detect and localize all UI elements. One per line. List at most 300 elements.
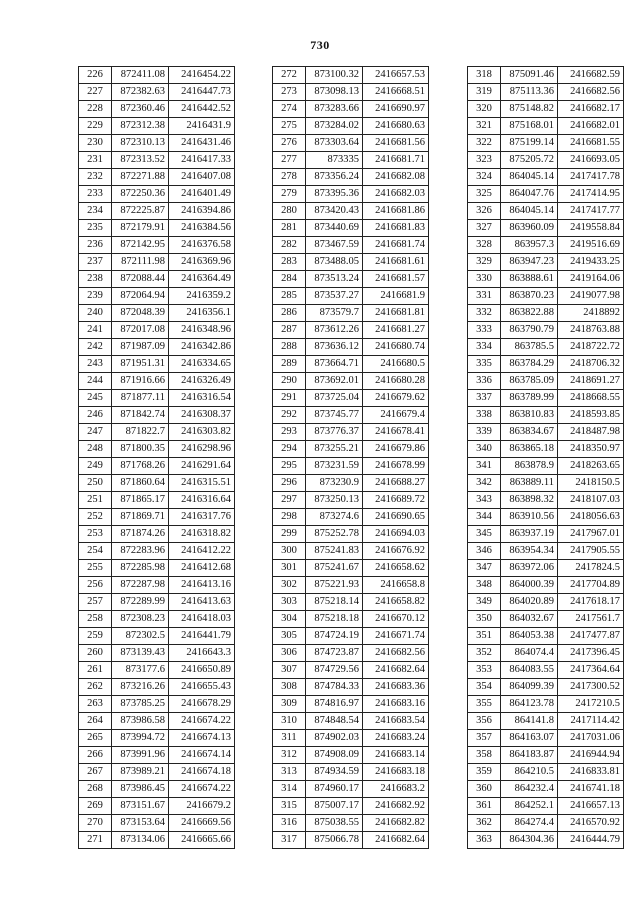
point-number-cell: 354 <box>468 679 501 696</box>
point-number-cell: 330 <box>468 271 501 288</box>
point-number-cell: 231 <box>79 152 112 169</box>
x-coordinate-cell: 863960.09 <box>501 220 558 237</box>
y-coordinate-cell: 2416658.62 <box>363 560 429 577</box>
table-row <box>79 169 235 186</box>
coordinate-table-3 <box>467 66 624 849</box>
x-coordinate-cell: 872283.96 <box>112 543 169 560</box>
y-coordinate-cell: 2416318.82 <box>169 526 235 543</box>
table-row <box>468 815 624 832</box>
x-coordinate-cell: 871877.11 <box>112 390 169 407</box>
x-coordinate-cell: 873151.67 <box>112 798 169 815</box>
y-coordinate-cell: 2418892 <box>558 305 624 322</box>
point-number-cell: 342 <box>468 475 501 492</box>
point-number-cell: 281 <box>273 220 306 237</box>
y-coordinate-cell: 2416680.74 <box>363 339 429 356</box>
table-row <box>79 203 235 220</box>
table-row <box>273 424 429 441</box>
y-coordinate-cell: 2416442.52 <box>169 101 235 118</box>
x-coordinate-cell: 875241.67 <box>306 560 363 577</box>
point-number-cell: 284 <box>273 271 306 288</box>
point-number-cell: 277 <box>273 152 306 169</box>
point-number-cell: 338 <box>468 407 501 424</box>
point-number-cell: 226 <box>79 67 112 84</box>
x-coordinate-cell: 864232.4 <box>501 781 558 798</box>
point-number-cell: 361 <box>468 798 501 815</box>
table-row <box>79 271 235 288</box>
y-coordinate-cell: 2416681.27 <box>363 322 429 339</box>
point-number-cell: 356 <box>468 713 501 730</box>
table-row <box>468 747 624 764</box>
table-row <box>273 747 429 764</box>
x-coordinate-cell: 875199.14 <box>501 135 558 152</box>
y-coordinate-cell: 2416342.86 <box>169 339 235 356</box>
table-row <box>273 118 429 135</box>
y-coordinate-cell: 2416369.96 <box>169 254 235 271</box>
y-coordinate-cell: 2416681.83 <box>363 220 429 237</box>
x-coordinate-cell: 874729.56 <box>306 662 363 679</box>
point-number-cell: 253 <box>79 526 112 543</box>
table-row <box>79 696 235 713</box>
table-row <box>273 832 429 849</box>
y-coordinate-cell: 2416384.56 <box>169 220 235 237</box>
y-coordinate-cell: 2416674.22 <box>169 713 235 730</box>
table-row <box>468 526 624 543</box>
table-row <box>273 101 429 118</box>
table-row <box>273 577 429 594</box>
table-row <box>79 747 235 764</box>
y-coordinate-cell: 2416412.22 <box>169 543 235 560</box>
x-coordinate-cell: 863910.56 <box>501 509 558 526</box>
x-coordinate-cell: 873395.36 <box>306 186 363 203</box>
point-number-cell: 259 <box>79 628 112 645</box>
x-coordinate-cell: 874723.87 <box>306 645 363 662</box>
table-row <box>468 101 624 118</box>
table-row <box>79 237 235 254</box>
x-coordinate-cell: 873612.26 <box>306 322 363 339</box>
point-number-cell: 269 <box>79 798 112 815</box>
table-row <box>468 407 624 424</box>
point-number-cell: 228 <box>79 101 112 118</box>
x-coordinate-cell: 872411.08 <box>112 67 169 84</box>
point-number-cell: 288 <box>273 339 306 356</box>
point-number-cell: 351 <box>468 628 501 645</box>
x-coordinate-cell: 875205.72 <box>501 152 558 169</box>
table-row <box>273 288 429 305</box>
table-row <box>273 254 429 271</box>
point-number-cell: 331 <box>468 288 501 305</box>
y-coordinate-cell: 2417114.42 <box>558 713 624 730</box>
point-number-cell: 329 <box>468 254 501 271</box>
table-row <box>79 475 235 492</box>
y-coordinate-cell: 2416681.81 <box>363 305 429 322</box>
y-coordinate-cell: 2416643.3 <box>169 645 235 662</box>
y-coordinate-cell: 2416678.29 <box>169 696 235 713</box>
x-coordinate-cell: 873283.66 <box>306 101 363 118</box>
table-row <box>273 373 429 390</box>
point-number-cell: 291 <box>273 390 306 407</box>
point-number-cell: 319 <box>468 84 501 101</box>
x-coordinate-cell: 871869.71 <box>112 509 169 526</box>
table-row <box>273 220 429 237</box>
point-number-cell: 363 <box>468 832 501 849</box>
table-row <box>273 781 429 798</box>
table-row <box>79 322 235 339</box>
y-coordinate-cell: 2416681.57 <box>363 271 429 288</box>
y-coordinate-cell: 2416447.73 <box>169 84 235 101</box>
x-coordinate-cell: 873513.24 <box>306 271 363 288</box>
point-number-cell: 352 <box>468 645 501 662</box>
point-number-cell: 287 <box>273 322 306 339</box>
table-row <box>468 611 624 628</box>
y-coordinate-cell: 2416681.86 <box>363 203 429 220</box>
x-coordinate-cell: 871951.31 <box>112 356 169 373</box>
table-row <box>468 424 624 441</box>
table-row <box>468 271 624 288</box>
point-number-cell: 320 <box>468 101 501 118</box>
y-coordinate-cell: 2416674.13 <box>169 730 235 747</box>
y-coordinate-cell: 2416356.1 <box>169 305 235 322</box>
y-coordinate-cell: 2416669.56 <box>169 815 235 832</box>
point-number-cell: 336 <box>468 373 501 390</box>
x-coordinate-cell: 872382.63 <box>112 84 169 101</box>
x-coordinate-cell: 873216.26 <box>112 679 169 696</box>
point-number-cell: 260 <box>79 645 112 662</box>
x-coordinate-cell: 874816.97 <box>306 696 363 713</box>
point-number-cell: 242 <box>79 339 112 356</box>
x-coordinate-cell: 871860.64 <box>112 475 169 492</box>
y-coordinate-cell: 2416681.74 <box>363 237 429 254</box>
x-coordinate-cell: 864020.89 <box>501 594 558 611</box>
x-coordinate-cell: 863889.11 <box>501 475 558 492</box>
point-number-cell: 362 <box>468 815 501 832</box>
table-row <box>468 288 624 305</box>
x-coordinate-cell: 863789.99 <box>501 390 558 407</box>
x-coordinate-cell: 863898.32 <box>501 492 558 509</box>
point-number-cell: 244 <box>79 373 112 390</box>
y-coordinate-cell: 2418263.65 <box>558 458 624 475</box>
table-row <box>273 543 429 560</box>
table-row <box>468 118 624 135</box>
x-coordinate-cell: 872312.38 <box>112 118 169 135</box>
table-row <box>468 696 624 713</box>
y-coordinate-cell: 2417414.95 <box>558 186 624 203</box>
y-coordinate-cell: 2418706.32 <box>558 356 624 373</box>
x-coordinate-cell: 875252.78 <box>306 526 363 543</box>
y-coordinate-cell: 2418150.5 <box>558 475 624 492</box>
x-coordinate-cell: 863937.19 <box>501 526 558 543</box>
y-coordinate-cell: 2417417.77 <box>558 203 624 220</box>
x-coordinate-cell: 863790.79 <box>501 322 558 339</box>
table-row <box>79 543 235 560</box>
y-coordinate-cell: 2416665.66 <box>169 832 235 849</box>
table-row <box>79 84 235 101</box>
point-number-cell: 328 <box>468 237 501 254</box>
table-row <box>273 441 429 458</box>
x-coordinate-cell: 875148.82 <box>501 101 558 118</box>
y-coordinate-cell: 2417417.78 <box>558 169 624 186</box>
y-coordinate-cell: 2417618.17 <box>558 594 624 611</box>
table-row <box>468 645 624 662</box>
y-coordinate-cell: 2416444.79 <box>558 832 624 849</box>
x-coordinate-cell: 864252.1 <box>501 798 558 815</box>
x-coordinate-cell: 873488.05 <box>306 254 363 271</box>
table-row <box>273 186 429 203</box>
y-coordinate-cell: 2416680.63 <box>363 118 429 135</box>
y-coordinate-cell: 2416674.18 <box>169 764 235 781</box>
table-row <box>273 458 429 475</box>
point-number-cell: 264 <box>79 713 112 730</box>
table-row <box>79 441 235 458</box>
table-row <box>79 560 235 577</box>
table-row <box>79 220 235 237</box>
table-row <box>79 288 235 305</box>
table-row <box>468 458 624 475</box>
table-row <box>273 390 429 407</box>
y-coordinate-cell: 2416681.61 <box>363 254 429 271</box>
point-number-cell: 239 <box>79 288 112 305</box>
x-coordinate-cell: 864047.76 <box>501 186 558 203</box>
table-row <box>79 135 235 152</box>
x-coordinate-cell: 871768.26 <box>112 458 169 475</box>
y-coordinate-cell: 2417396.45 <box>558 645 624 662</box>
point-number-cell: 353 <box>468 662 501 679</box>
point-number-cell: 275 <box>273 118 306 135</box>
table-row <box>468 560 624 577</box>
table-row <box>468 441 624 458</box>
table-row <box>79 781 235 798</box>
x-coordinate-cell: 872088.44 <box>112 271 169 288</box>
y-coordinate-cell: 2416401.49 <box>169 186 235 203</box>
table-row <box>79 798 235 815</box>
point-number-cell: 261 <box>79 662 112 679</box>
point-number-cell: 237 <box>79 254 112 271</box>
y-coordinate-cell: 2416674.22 <box>169 781 235 798</box>
point-number-cell: 318 <box>468 67 501 84</box>
x-coordinate-cell: 872289.99 <box>112 594 169 611</box>
table-row <box>79 101 235 118</box>
y-coordinate-cell: 2416683.16 <box>363 696 429 713</box>
x-coordinate-cell: 873467.59 <box>306 237 363 254</box>
x-coordinate-cell: 871822.7 <box>112 424 169 441</box>
point-number-cell: 321 <box>468 118 501 135</box>
x-coordinate-cell: 863784.29 <box>501 356 558 373</box>
x-coordinate-cell: 873100.32 <box>306 67 363 84</box>
point-number-cell: 311 <box>273 730 306 747</box>
y-coordinate-cell: 2416417.33 <box>169 152 235 169</box>
point-number-cell: 309 <box>273 696 306 713</box>
y-coordinate-cell: 2418350.97 <box>558 441 624 458</box>
table-row <box>79 611 235 628</box>
y-coordinate-cell: 2416658.8 <box>363 577 429 594</box>
point-number-cell: 282 <box>273 237 306 254</box>
y-coordinate-cell: 2416690.97 <box>363 101 429 118</box>
y-coordinate-cell: 2416674.14 <box>169 747 235 764</box>
x-coordinate-cell: 871865.17 <box>112 492 169 509</box>
x-coordinate-cell: 872285.98 <box>112 560 169 577</box>
y-coordinate-cell: 2416688.27 <box>363 475 429 492</box>
x-coordinate-cell: 872310.13 <box>112 135 169 152</box>
table-row <box>468 832 624 849</box>
x-coordinate-cell: 873991.96 <box>112 747 169 764</box>
x-coordinate-cell: 873153.64 <box>112 815 169 832</box>
table-row <box>273 237 429 254</box>
table-row <box>468 186 624 203</box>
point-number-cell: 227 <box>79 84 112 101</box>
point-number-cell: 233 <box>79 186 112 203</box>
x-coordinate-cell: 874960.17 <box>306 781 363 798</box>
x-coordinate-cell: 873177.6 <box>112 662 169 679</box>
x-coordinate-cell: 864099.39 <box>501 679 558 696</box>
point-number-cell: 346 <box>468 543 501 560</box>
table-row <box>468 220 624 237</box>
table-row <box>79 679 235 696</box>
x-coordinate-cell: 863888.61 <box>501 271 558 288</box>
point-number-cell: 236 <box>79 237 112 254</box>
x-coordinate-cell: 863947.23 <box>501 254 558 271</box>
y-coordinate-cell: 2416683.18 <box>363 764 429 781</box>
point-number-cell: 292 <box>273 407 306 424</box>
table-row <box>79 577 235 594</box>
table-row <box>273 475 429 492</box>
x-coordinate-cell: 863834.67 <box>501 424 558 441</box>
point-number-cell: 316 <box>273 815 306 832</box>
point-number-cell: 308 <box>273 679 306 696</box>
point-number-cell: 307 <box>273 662 306 679</box>
y-coordinate-cell: 2416682.82 <box>363 815 429 832</box>
x-coordinate-cell: 873994.72 <box>112 730 169 747</box>
y-coordinate-cell: 2416682.64 <box>363 662 429 679</box>
table-row <box>273 798 429 815</box>
point-number-cell: 256 <box>79 577 112 594</box>
table-row <box>79 373 235 390</box>
y-coordinate-cell: 2416431.46 <box>169 135 235 152</box>
table-row <box>79 815 235 832</box>
y-coordinate-cell: 2416680.5 <box>363 356 429 373</box>
table-row <box>468 543 624 560</box>
table-row <box>273 203 429 220</box>
point-number-cell: 340 <box>468 441 501 458</box>
y-coordinate-cell: 2416359.2 <box>169 288 235 305</box>
y-coordinate-cell: 2416676.92 <box>363 543 429 560</box>
y-coordinate-cell: 2416670.12 <box>363 611 429 628</box>
y-coordinate-cell: 2416376.58 <box>169 237 235 254</box>
point-number-cell: 251 <box>79 492 112 509</box>
point-number-cell: 262 <box>79 679 112 696</box>
point-number-cell: 229 <box>79 118 112 135</box>
table-row <box>468 254 624 271</box>
table-row <box>468 764 624 781</box>
y-coordinate-cell: 2416682.01 <box>558 118 624 135</box>
table-row <box>273 339 429 356</box>
x-coordinate-cell: 873139.43 <box>112 645 169 662</box>
x-coordinate-cell: 873274.6 <box>306 509 363 526</box>
x-coordinate-cell: 871916.66 <box>112 373 169 390</box>
x-coordinate-cell: 863954.34 <box>501 543 558 560</box>
y-coordinate-cell: 2416681.71 <box>363 152 429 169</box>
x-coordinate-cell: 873231.59 <box>306 458 363 475</box>
y-coordinate-cell: 2418107.03 <box>558 492 624 509</box>
x-coordinate-cell: 873134.06 <box>112 832 169 849</box>
x-coordinate-cell: 873537.27 <box>306 288 363 305</box>
table-row <box>468 390 624 407</box>
x-coordinate-cell: 863972.06 <box>501 560 558 577</box>
point-number-cell: 294 <box>273 441 306 458</box>
point-number-cell: 240 <box>79 305 112 322</box>
table-row <box>468 237 624 254</box>
y-coordinate-cell: 2417031.06 <box>558 730 624 747</box>
point-number-cell: 285 <box>273 288 306 305</box>
point-number-cell: 317 <box>273 832 306 849</box>
x-coordinate-cell: 875007.17 <box>306 798 363 815</box>
point-number-cell: 360 <box>468 781 501 798</box>
y-coordinate-cell: 2416671.74 <box>363 628 429 645</box>
table-row <box>468 577 624 594</box>
x-coordinate-cell: 873745.77 <box>306 407 363 424</box>
y-coordinate-cell: 2419558.84 <box>558 220 624 237</box>
y-coordinate-cell: 2418487.98 <box>558 424 624 441</box>
x-coordinate-cell: 872250.36 <box>112 186 169 203</box>
x-coordinate-cell: 872302.5 <box>112 628 169 645</box>
table-row <box>273 628 429 645</box>
x-coordinate-cell: 873986.45 <box>112 781 169 798</box>
x-coordinate-cell: 872287.98 <box>112 577 169 594</box>
x-coordinate-cell: 873785.25 <box>112 696 169 713</box>
table-row <box>79 458 235 475</box>
y-coordinate-cell: 2416348.96 <box>169 322 235 339</box>
x-coordinate-cell: 864163.07 <box>501 730 558 747</box>
table-row <box>79 509 235 526</box>
x-coordinate-cell: 875066.78 <box>306 832 363 849</box>
y-coordinate-cell: 2416298.96 <box>169 441 235 458</box>
y-coordinate-cell: 2416678.99 <box>363 458 429 475</box>
x-coordinate-cell: 872064.94 <box>112 288 169 305</box>
table-row <box>468 798 624 815</box>
point-number-cell: 299 <box>273 526 306 543</box>
point-number-cell: 235 <box>79 220 112 237</box>
table-row <box>273 815 429 832</box>
table-row <box>79 526 235 543</box>
x-coordinate-cell: 863870.23 <box>501 288 558 305</box>
y-coordinate-cell: 2418593.85 <box>558 407 624 424</box>
x-coordinate-cell: 875218.14 <box>306 594 363 611</box>
x-coordinate-cell: 864045.14 <box>501 203 558 220</box>
x-coordinate-cell: 863785.5 <box>501 339 558 356</box>
y-coordinate-cell: 2416570.92 <box>558 815 624 832</box>
table-row <box>273 611 429 628</box>
y-coordinate-cell: 2416679.2 <box>169 798 235 815</box>
table-row <box>468 509 624 526</box>
point-number-cell: 248 <box>79 441 112 458</box>
point-number-cell: 297 <box>273 492 306 509</box>
x-coordinate-cell: 875221.93 <box>306 577 363 594</box>
y-coordinate-cell: 2416413.63 <box>169 594 235 611</box>
y-coordinate-cell: 2417824.5 <box>558 560 624 577</box>
point-number-cell: 289 <box>273 356 306 373</box>
table-row <box>273 594 429 611</box>
table-row <box>79 832 235 849</box>
point-number-cell: 313 <box>273 764 306 781</box>
x-coordinate-cell: 873255.21 <box>306 441 363 458</box>
table-row <box>79 254 235 271</box>
y-coordinate-cell: 2416682.03 <box>363 186 429 203</box>
point-number-cell: 266 <box>79 747 112 764</box>
table-row <box>468 67 624 84</box>
y-coordinate-cell: 2416694.03 <box>363 526 429 543</box>
x-coordinate-cell: 864183.87 <box>501 747 558 764</box>
y-coordinate-cell: 2416657.13 <box>558 798 624 815</box>
y-coordinate-cell: 2419433.25 <box>558 254 624 271</box>
x-coordinate-cell: 874848.54 <box>306 713 363 730</box>
